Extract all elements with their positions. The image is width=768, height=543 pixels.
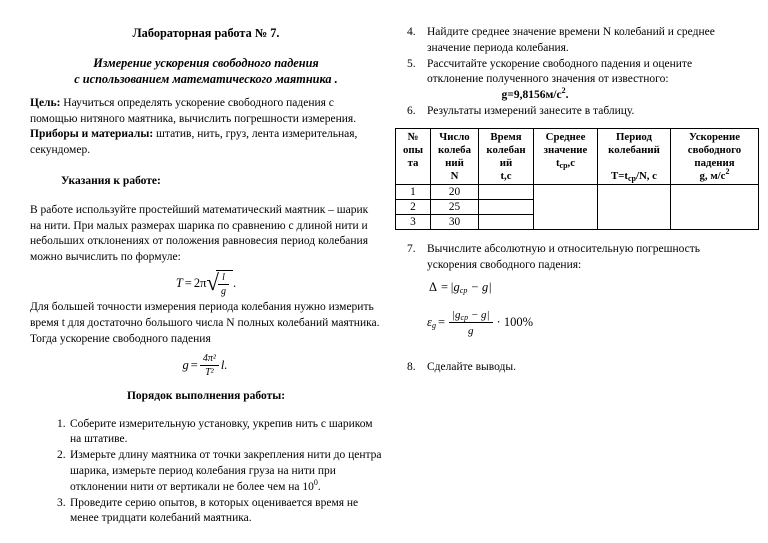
intro-paragraph: В работе используйте простейший математический маятник – шарик на нити. При малых размерах шарика по сравнению с длиной нити и небольших отклонениях от положения равновесия период колебания можно вычислить по формуле: [30, 203, 369, 264]
formula-lhs: g [182, 358, 189, 373]
degree-superscript: 0 [313, 477, 318, 487]
document-subtitle [30, 55, 382, 87]
header-line: Число [439, 130, 470, 143]
delta-symbol: Δ [429, 280, 438, 295]
document-title: Лабораторная работа № 7. [132, 26, 280, 40]
col-header-oscillation-count [431, 128, 479, 184]
goal-text: Научиться определять ускорение свободного падения с помощью нитяного маятника, вычислить погрешности измерения. [30, 96, 357, 125]
right-column [400, 0, 748, 375]
equals-sign: = [441, 280, 449, 295]
step-number: 7. [407, 242, 416, 255]
header-line [598, 157, 670, 170]
cell-average-time-empty [534, 184, 598, 229]
step-text [427, 360, 748, 376]
step-text-body: Найдите среднее значение времени N колебаний и среднее значение периода колебания. [427, 26, 715, 54]
header-line: Ускорение [688, 130, 741, 143]
procedure-step [30, 417, 382, 449]
header-line: Среднее [545, 130, 586, 143]
symbol-post: ,с [567, 156, 576, 169]
expr-open: |g [450, 280, 460, 295]
gravity-formula [30, 354, 382, 378]
header-line: Период [616, 130, 652, 143]
coefficient: 2π [193, 275, 207, 290]
equipment-text: штатив, нить, груз, лента измерительная, секундомер. [30, 128, 358, 157]
fraction-denominator: g [449, 322, 493, 337]
error-fraction [449, 309, 493, 337]
header-line: значение [543, 143, 588, 156]
col-header-gravity-acceleration [671, 128, 759, 184]
cell-experiment-number: 2 [396, 199, 431, 214]
procedure-steps-1-3 [30, 417, 382, 528]
header-line: ий [499, 156, 513, 169]
header-symbol-line [671, 166, 758, 183]
equals-sign: = [184, 275, 192, 290]
radical-sign: √ [206, 270, 220, 296]
relative-error-formula [427, 309, 748, 337]
symbol-pre: T=t [611, 169, 628, 182]
formula-length-term: l. [220, 358, 228, 373]
step-text [70, 417, 382, 449]
step-text-tail: . [317, 480, 321, 493]
step-text [427, 57, 748, 89]
known-g-value [400, 88, 670, 104]
epsilon-letter: ε [427, 315, 432, 330]
procedure-heading: Порядок выполнения работы: [126, 389, 286, 402]
formula-lhs: T [175, 275, 183, 290]
subtitle-line-1: Измерение ускорения свободного падения [93, 55, 319, 70]
step-number: 6. [407, 104, 416, 117]
step-number: 8. [407, 360, 416, 373]
cell-oscillation-count: 25 [431, 199, 479, 214]
procedure-step [400, 242, 748, 274]
table-row [396, 184, 759, 199]
step-number: 4. [407, 26, 416, 38]
cell-experiment-number: 3 [396, 214, 431, 229]
step-number: 3. [57, 496, 66, 509]
expr-sub: ср [459, 286, 468, 296]
square-root [206, 270, 233, 297]
fraction-numerator: 4π² [202, 353, 216, 365]
cell-oscillation-count: 30 [431, 214, 479, 229]
header-line: ний [445, 156, 464, 169]
instructions-heading: Указания к работе: [61, 174, 161, 187]
col-header-average-time [534, 128, 598, 184]
equipment-label: Приборы и материалы: [30, 128, 154, 141]
radicand [216, 270, 233, 297]
precision-paragraph: Для большей точности измерения периода колебания нужно измерить время t для достаточно большого числа N полных колебаний маятника. Тогда ускорение свободного падения [30, 300, 380, 345]
step-text-body: Результаты измерений занесите в таблицу. [427, 104, 635, 117]
period-formula [30, 270, 382, 297]
col-header-oscillation-time [479, 128, 534, 184]
multiply-100-percent: · 100% [496, 315, 533, 330]
step-number: 2. [57, 449, 66, 462]
header-line: колебан [486, 143, 526, 156]
g-value-main: g=9,8156м/с [501, 89, 562, 102]
header-symbol-line [534, 157, 597, 170]
cell-experiment-number: 1 [396, 184, 431, 199]
header-line: t,с [500, 169, 512, 182]
step-text-body: Сделайте выводы. [427, 360, 517, 373]
left-column [30, 0, 382, 527]
col-header-experiment-number [396, 128, 431, 184]
cell-time-empty [479, 184, 534, 199]
header-line: N [450, 169, 459, 182]
absolute-error-formula [427, 280, 748, 296]
symbol-post: /N, с [635, 169, 657, 182]
header-line: колебаний [608, 143, 660, 156]
header-line: свободного [687, 143, 742, 156]
num-open: |g [452, 309, 461, 322]
step-text [427, 104, 748, 120]
epsilon-symbol [427, 315, 436, 331]
equipment-paragraph [30, 127, 382, 159]
cell-gravity-empty [671, 184, 759, 229]
formula-period-dot: . [233, 275, 237, 290]
cell-period-empty [598, 184, 671, 229]
absolute-value-expression [450, 280, 492, 296]
header-line: та [407, 156, 419, 169]
subtitle-line-2: с использованием математического маятника . [74, 71, 338, 86]
epsilon-sub: g [431, 321, 436, 331]
num-sub: ср [460, 313, 469, 323]
fraction-denominator: g [218, 284, 229, 297]
g-value-tail: . [565, 89, 569, 102]
results-table [395, 128, 759, 230]
step-text-body: Соберите измерительную установку, укрепив нить с шариком на штативе. [70, 417, 373, 446]
g-value-superscript: 2 [561, 86, 566, 96]
procedure-step [400, 25, 748, 57]
symbol-sup: 2 [725, 166, 730, 176]
symbol-sub: ср [559, 160, 568, 170]
fraction-4pi2-over-T2 [200, 354, 219, 378]
header-symbol-line [598, 170, 670, 183]
procedure-step [400, 360, 748, 376]
fraction-denominator: T² [200, 365, 219, 378]
goal-label: Цель: [30, 96, 61, 109]
num-close: − g| [470, 309, 490, 322]
procedure-step [30, 496, 382, 528]
step-number: 1. [57, 417, 66, 430]
cell-time-empty [479, 199, 534, 214]
header-line: Время [490, 130, 522, 143]
step-text [70, 448, 382, 495]
symbol-pre: g, м/с [699, 169, 726, 182]
cell-oscillation-count: 20 [431, 184, 479, 199]
step-text [427, 25, 748, 57]
procedure-step [30, 448, 382, 495]
equals-sign: = [437, 315, 445, 330]
goal-paragraph [30, 96, 382, 128]
header-line: опы [402, 143, 424, 156]
step-number: 5. [407, 57, 416, 70]
step-text-body: Измерьте длину маятника от точки закрепления нити до центра шарика, измерьте период колебания груза на нити при отклонении нити от вертикали не более чем на 10 [70, 449, 382, 493]
step-text [70, 496, 382, 528]
step-text [427, 242, 748, 274]
header-line: колеба [438, 143, 471, 156]
procedure-step [400, 57, 748, 89]
fraction-numerator: l [222, 272, 225, 284]
expr-close: − g| [470, 280, 492, 295]
symbol-sub: ср [627, 173, 636, 183]
col-header-period [598, 128, 671, 184]
cell-time-empty [479, 214, 534, 229]
symbol-pre: t [555, 156, 560, 169]
step-text-body: Рассчитайте ускорение свободного падения и оцените отклонение полученного значения от известного: [427, 57, 693, 86]
header-line: № [407, 130, 419, 143]
fraction-l-over-g [218, 273, 229, 297]
table-header-row [396, 128, 759, 184]
equals-sign: = [190, 358, 198, 373]
procedure-step [400, 104, 748, 120]
step-text-body: Вычислите абсолютную и относительную погрешность ускорения свободного падения: [427, 242, 701, 271]
fraction-numerator [449, 309, 493, 322]
header-line: падения [694, 156, 735, 169]
step-text-body: Проведите серию опытов, в которых оценивается время не менее тридцати колебаний маятника. [70, 496, 359, 525]
